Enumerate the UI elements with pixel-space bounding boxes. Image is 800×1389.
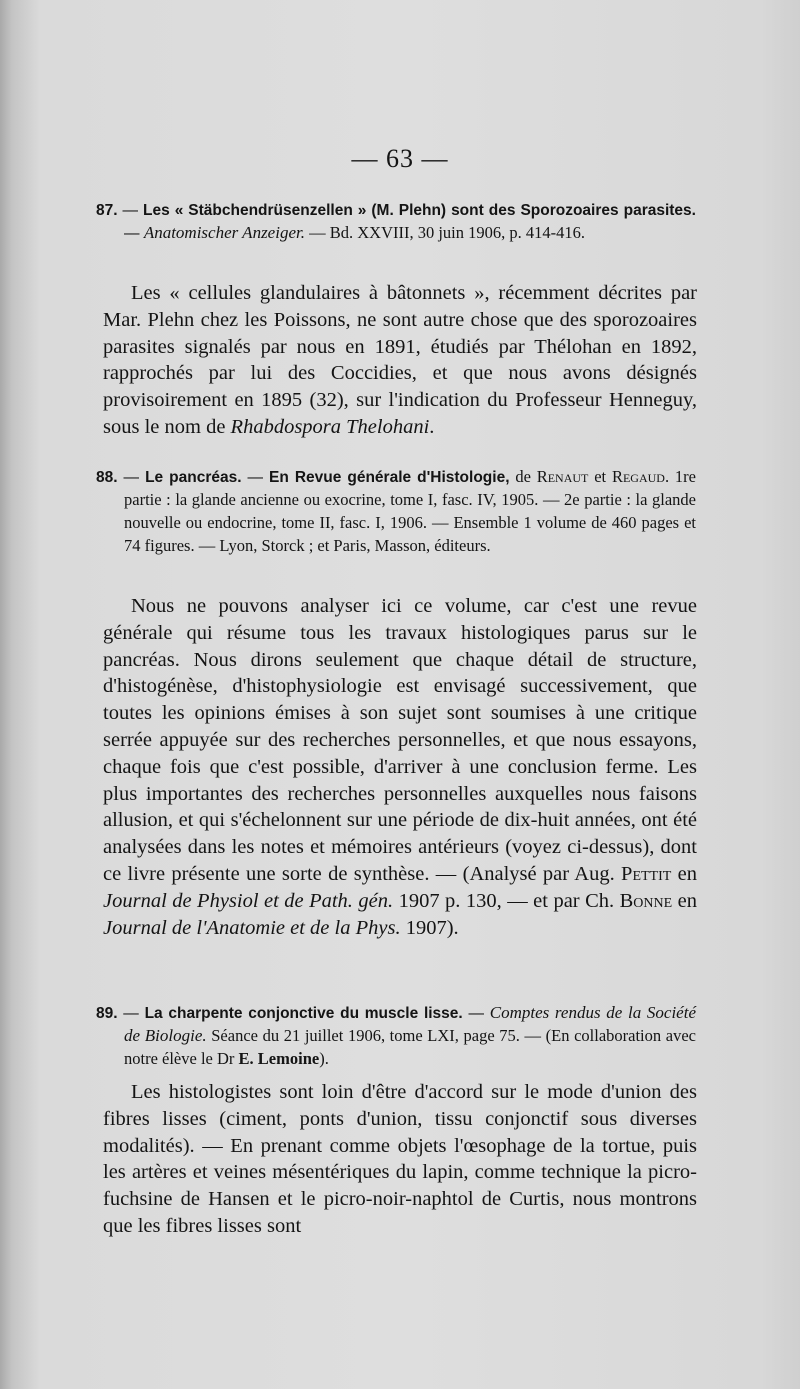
entry-89-details-end: ). [319, 1049, 329, 1068]
entry-89-collaborator: E. Lemoine [238, 1049, 320, 1068]
entry-87-heading [96, 200, 696, 245]
entry-88-body [103, 593, 697, 941]
entry-88-heading [96, 466, 696, 558]
entry-88-dash: — [117, 469, 146, 486]
entry-87-number: 87. [96, 202, 118, 219]
entry-87-dash: — [117, 202, 144, 219]
entry-88-journal-2: Journal de l'Anatomie et de la Phys. [103, 916, 401, 939]
entry-87-journal: Anatomischer Anzeiger. [143, 223, 305, 242]
entry-87-body [103, 280, 697, 441]
entry-87-body-text: Les « cellules glandulaires à bâtonnets », récemment décrites par Mar. Plehn chez les Poissons, ne sont autre chose que des sporozoaires parasites signalés par nous en 1891, étudiés par Thélohan en 1892, rapprochés par lui des Coccidies, et que nous avons désignés provisoirement en 1895 (32), sur l'indication du Professeur Henneguy, sous le nom de [103, 282, 697, 438]
entry-88-author-1: Renaut [536, 467, 589, 486]
entry-88-journal: En Revue générale d'Histologie, [269, 469, 510, 486]
entry-88-number: 88. [96, 469, 118, 486]
page-number: — 63 — [351, 144, 449, 173]
entry-88-body-end: 1907). [400, 916, 459, 939]
entry-88-sep: — [241, 469, 270, 486]
entry-88-body-text: Nous ne pouvons analyser ici ce volume, car c'est une revue générale qui résume tous les travaux histologiques parus sur le pancréas. Nous dirons seulement que chaque détail de structure, d'histogénèse, d'histophysiologie est envisagé successivement, que toutes les opinions émises à son sujet sont soumises à une critique serrée appuyée sur des recherches personnelles, et que nous essayons, chaque fois que c'est possible, d'arriver à une conclusion ferme. Les plus importantes des recherches personnelles auxquelles nous faisons allusion, et qui s'échelonnent sur une période de dix-huit années, ont été analysées dans les notes et mémoires antérieurs (voyez ci-dessus), dont ce livre présente une sorte de synthèse. — (Analysé par Aug. [103, 595, 697, 885]
entry-89-dash: — [117, 1005, 145, 1022]
entry-89-title: La charpente conjonctive du muscle lisse. [144, 1005, 463, 1022]
entry-88-body-en-1: en [671, 862, 697, 885]
entry-87-body-end: . [429, 415, 435, 438]
entry-88-details: . 1re partie : la glande ancienne ou exocrine, tome I, fasc. IV, 1905. — 2e partie : la glande nouvelle ou endocrine, tome II, fasc. I, 1906. — Ensemble 1 volume de 460 pages et 74 figures. — Lyon, Storck ; et Paris, Masson, éditeurs. [124, 467, 696, 555]
entry-87-details: — Bd. XXVIII, 30 juin 1906, p. 414-416. [304, 223, 586, 242]
entry-89-journal: Comptes rendus de la Société de Biologie. [124, 1003, 696, 1045]
entry-88-title: Le pancréas. [145, 469, 242, 486]
entry-88-reviewer-2: Bonne [619, 889, 673, 912]
entry-87-species: Rhabdospora Thelohani [230, 415, 430, 438]
entry-89-sep: — [462, 1005, 490, 1022]
entry-89-details: Séance du 21 juillet 1906, tome LXI, page 75. — (En collaboration avec notre élève le Dr [124, 1026, 696, 1068]
entry-88-journal-1: Journal de Physiol et de Path. gén. [103, 889, 394, 912]
entry-89-body-text: Les histologistes sont loin d'être d'accord sur le mode d'union des fibres lisses (ciment, ponts d'union, tissu conjonctif sous diverses modalités). — En prenant comme objets l'œsophage de la tortue, puis les artères et veines mésentériques du lapin, comme technique la picro-fuchsine de Hansen et le picro-noir-naphtol de Curtis, nous montrons que les fibres lisses sont [103, 1081, 697, 1237]
entry-89-number: 89. [96, 1005, 118, 1022]
entry-88-body-en-2: en [672, 889, 697, 912]
entry-89-heading [96, 1002, 696, 1071]
entry-88-reviewer-1: Pettit [621, 862, 672, 885]
entry-88-author-2: Regaud [611, 467, 665, 486]
entry-87-sep: — [124, 225, 144, 242]
entry-88-details-b: et [588, 467, 612, 486]
entry-88-details-a: de [509, 467, 537, 486]
entry-88-body-mid: 1907 p. 130, — et par Ch. [393, 889, 620, 912]
entry-87-title: Les « Stäbchendrüsenzellen » (M. Plehn) sont des Sporozoaires parasites. [143, 202, 696, 219]
entry-89-body [103, 1079, 697, 1240]
